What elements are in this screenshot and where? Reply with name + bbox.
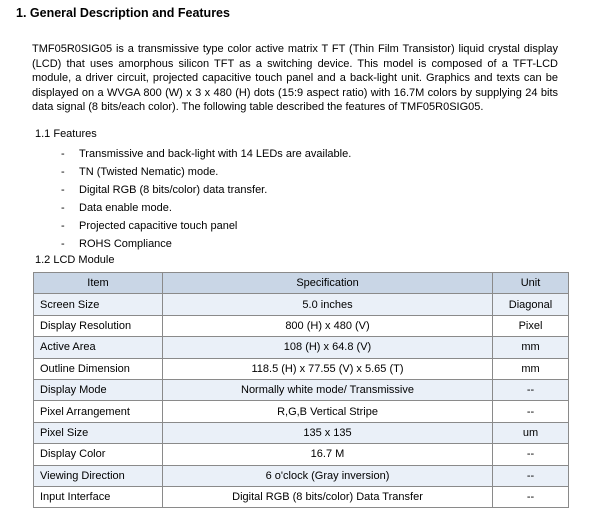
list-item: - ROHS Compliance [61, 238, 172, 250]
cell-unit: mm [493, 337, 569, 358]
intro-paragraph: TMF05R0SIG05 is a transmissive type color active matrix T FT (Thin Film Transistor) liquid crystal display (LCD) that uses amorphous silicon TFT as a switching device. This model is composed of a TFT-LCD module, a driver circuit, projected capacitive touch panel and a back-light unit. Graphics and texts can be displayed on a WVGA 800 (W) x 3 x 480 (H) dots (15:9 aspect ratio) with 16.7M colors by supplying 24 bits data signal (8 bits/each color). The following table described the features of TMF05R0SIG05. [32, 43, 558, 114]
cell-specification: 5.0 inches [163, 294, 493, 315]
cell-item: Pixel Size [34, 422, 163, 443]
table-row [34, 422, 569, 443]
cell-unit: Pixel [493, 315, 569, 336]
cell-specification: R,G,B Vertical Stripe [163, 401, 493, 422]
list-item: - Digital RGB (8 bits/color) data transfer. [61, 184, 268, 196]
list-item: - Data enable mode. [61, 202, 172, 214]
feature-text: TN (Twisted Nematic) mode. [79, 166, 219, 178]
feature-text: Projected capacitive touch panel [79, 220, 238, 232]
table-row [34, 401, 569, 422]
cell-unit: -- [493, 486, 569, 507]
cell-specification: 800 (H) x 480 (V) [163, 315, 493, 336]
cell-unit: -- [493, 444, 569, 465]
cell-unit: -- [493, 465, 569, 486]
cell-specification: 118.5 (H) x 77.55 (V) x 5.65 (T) [163, 358, 493, 379]
feature-text: Data enable mode. [79, 202, 172, 214]
list-item: - Transmissive and back-light with 14 LEDs are available. [61, 148, 352, 160]
cell-item: Display Color [34, 444, 163, 465]
cell-specification: Digital RGB (8 bits/color) Data Transfer [163, 486, 493, 507]
table-row [34, 444, 569, 465]
section-heading: 1. General Description and Features [16, 6, 230, 20]
cell-specification: Normally white mode/ Transmissive [163, 379, 493, 400]
cell-item: Screen Size [34, 294, 163, 315]
column-header-item: Item [34, 273, 163, 294]
features-subheading: 1.1 Features [35, 128, 97, 140]
feature-text: ROHS Compliance [79, 238, 172, 250]
cell-item: Pixel Arrangement [34, 401, 163, 422]
list-item: - TN (Twisted Nematic) mode. [61, 166, 219, 178]
feature-text: Digital RGB (8 bits/color) data transfer. [79, 184, 268, 196]
cell-specification: 135 x 135 [163, 422, 493, 443]
cell-item: Viewing Direction [34, 465, 163, 486]
table-row [34, 294, 569, 315]
table-row [34, 379, 569, 400]
table-row [34, 465, 569, 486]
lcd-module-subheading: 1.2 LCD Module [35, 254, 115, 266]
cell-unit: mm [493, 358, 569, 379]
feature-text: Transmissive and back-light with 14 LEDs are available. [79, 148, 352, 160]
cell-specification: 6 o'clock (Gray inversion) [163, 465, 493, 486]
features-list [61, 145, 561, 253]
cell-unit: -- [493, 401, 569, 422]
table-row [34, 337, 569, 358]
table-row [34, 358, 569, 379]
cell-specification: 16.7 M [163, 444, 493, 465]
cell-unit: um [493, 422, 569, 443]
list-item: - Projected capacitive touch panel [61, 220, 238, 232]
cell-item: Display Resolution [34, 315, 163, 336]
cell-item: Input Interface [34, 486, 163, 507]
cell-specification: 108 (H) x 64.8 (V) [163, 337, 493, 358]
lcd-spec-table [33, 272, 569, 508]
table-row [34, 315, 569, 336]
table-header-row [34, 273, 569, 294]
cell-item: Outline Dimension [34, 358, 163, 379]
cell-item: Active Area [34, 337, 163, 358]
column-header-unit: Unit [493, 273, 569, 294]
cell-item: Display Mode [34, 379, 163, 400]
cell-unit: -- [493, 379, 569, 400]
cell-unit: Diagonal [493, 294, 569, 315]
table-row [34, 486, 569, 507]
column-header-specification: Specification [163, 273, 493, 294]
